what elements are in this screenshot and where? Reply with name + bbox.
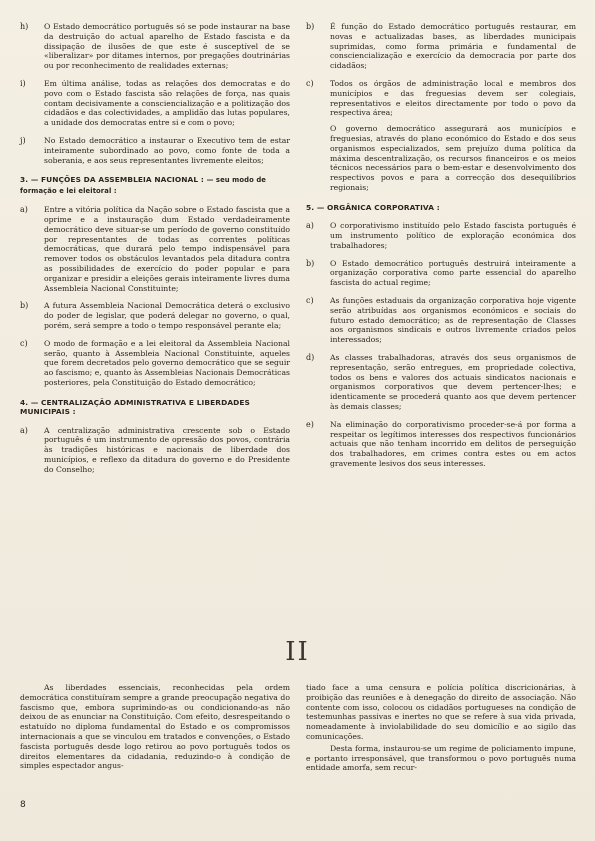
list-item [306, 221, 576, 250]
body-paragraph: tiado face a uma censura e polícia política discricionárias, à proibição das reuniões e à denegação do direito de associação. Não contente com isso, colocou os cidadãos portugueses na condição de testemunhas passivas e inertes no que se refere à sua vida privada, nomeadamente à inviolabilidade do seu domicílio e ao sigilo das comunicações. [306, 683, 576, 741]
item-label: b) [306, 258, 315, 268]
item-label: a) [306, 221, 314, 231]
item-label: a) [20, 205, 28, 215]
left-column [20, 22, 290, 483]
list-item [20, 79, 290, 128]
item-text: O corporativismo instituído pelo Estado fascista português é um instrumento político de exploração económica dos trabalhadores; [330, 221, 576, 250]
list-item [306, 420, 576, 469]
body-text-left [20, 683, 290, 773]
item-text: Entre a vitória política da Nação sobre o Estado fascista que a oprime e a instauração dum Estado verdadeiramente democrático deve situar-se um período de governo constituído por representantes de todas as correntes políticas democráticas, que durará pelo tempo indispensável para remover todos os obstáculos levantados pela ditadura contra as possibilidades de exercício do poder popular e para organizar e presidir a eleições gerais inteiramente livres duma Assembleia Nacional Constituinte; [44, 205, 290, 293]
item-text: Todos os órgãos de administração local e membros dos municípios e das freguesias devem ser colegiais, representativos e eleitos directamente por todo o povo da respectiva área; [330, 78, 576, 118]
section-heading-title: 3. — FUNÇÕES DA ASSEMBLEIA NACIONAL : [20, 175, 204, 185]
item-text: As funções estaduais da organização corporativa hoje vigente serão atribuídas aos organismos económicos e sociais do futuro estado democrático; as de representação de Classes aos organismos sindicais e outros livremente criados pelos interessados; [330, 295, 576, 345]
list-item [20, 136, 290, 165]
item-text: Na eliminação do corporativismo proceder-se-á por forma a respeitar os legítimos interesses dos respectivos funcionários actuais que não tenham incorrido em delitos de perseguição dos trabalhadores, em crimes contra estes ou em actos gravemente lesivos dos seus interesses. [330, 419, 576, 468]
section-heading: 5. — ORGÂNICA CORPORATIVA : [306, 202, 440, 212]
item-label: h) [20, 22, 29, 31]
section-heading-subtitle: — seu modo de formação e lei eleitoral : [20, 176, 267, 195]
item-text: É função do Estado democrático português restaurar, em novas e actualizadas bases, as liberdades municipais suprimidas, como forma primária e fundamental de consciencialização e exercício da democracia por parte dos cidadãos; [330, 22, 576, 71]
item-text: O modo de formação e a lei eleitoral da Assembleia Nacional serão, quanto à Assembleia Nacional Constituinte, aqueles que forem decretados pelo governo democrático que se seguir ao fascismo; e, quanto às Assembleias Nacionais Democráticas posteriores, pela Constituição do Estado democrático; [44, 338, 290, 387]
item-label: d) [306, 352, 315, 362]
list-item [20, 426, 290, 475]
item-text: Em última análise, todas as relações dos democratas e do povo com o Estado fascista são relações de força, nas quais contam decisivamente a consciencialização e a politização dos cidadãos e das colectividades, a amplidão das lutas populares, a unidade dos democratas entre si e com o povo; [44, 78, 290, 128]
body-text-right [306, 683, 576, 775]
section-heading: 4. — CENTRALIZAÇÃO ADMINISTRATIVA E LIBERDADES MUNICIPAIS : [20, 397, 250, 417]
list-item [306, 259, 576, 288]
item-label: c) [20, 338, 28, 348]
item-label: c) [306, 78, 314, 88]
right-column [306, 22, 576, 477]
body-paragraph: As liberdades essenciais, reconhecidas pela ordem democrática constituíram sempre a grande preocupação negativa do fascismo que, embora suprimindo-as ou condicionando-as não deixou de as enunciar na Constituição. Com efeito, desrespeitando o estatuído no diploma fundamental do Estado e os compromissos internacionais a que se vinculou em tratados e convenções, o Estado fascista português desde logo retirou ao povo português todos os direitos elementares da cidadania, reduzindo-o à condição de simples espectador angus- [20, 683, 290, 771]
chapter-numeral: II [285, 637, 310, 667]
section-heading [20, 175, 290, 196]
item-label: b) [20, 301, 29, 311]
body-paragraph: Desta forma, instaurou-se um regime de policiamento impune, e portanto irresponsável, que transformou o povo português numa entidade amorfa, sem recur- [306, 743, 576, 773]
item-text: No Estado democrático a instaurar o Executivo tem de estar inteiramente subordinado ao povo, como fonte de toda a soberania, e aos seus representantes livremente eleitos; [44, 135, 290, 165]
list-item [306, 22, 576, 71]
item-label: c) [306, 295, 314, 305]
list-item [306, 296, 576, 345]
list-item [20, 205, 290, 293]
item-text: O Estado democrático português só se pode instaurar na base da destruição do actual aparelho de Estado fascista e da dissipação de ilusões de que este é susceptível de se «liberalizar» por ditames internos, por pregações doutrinárias ou por reconhecimento de realidades externas; [44, 22, 290, 71]
item-text: A centralização administrativa crescente sob o Estado português é um instrumento de opressão dos povos, contrária às tradições históricas e nacionais de liberdade dos municípios, e reflexo da ditadura do governo e do Presidente do Conselho; [44, 425, 290, 474]
item-text: A futura Assembleia Nacional Democrática deterá o exclusivo do poder de legislar, que poderá delegar no governo, o qual, porém, será sempre a todo o tempo responsável perante ela; [44, 301, 290, 330]
item-text: O Estado democrático português destruirá inteiramente a organização corporativa como parte essencial do aparelho fascista do actual regime; [330, 258, 576, 288]
list-item [306, 353, 576, 412]
item-text: As classes trabalhadoras, através dos seus organismos de representação, serão entregues, em propriedade colectiva, todos os bens e valores dos actuais sindicatos nacionais e organismos corporativos que devem pertencer-lhes; e identicamente se procederá quanto aos que devem pertencer às demais classes; [330, 352, 576, 411]
item-label: j) [20, 135, 26, 145]
list-item [20, 22, 290, 71]
item-label: e) [306, 419, 314, 429]
item-continuation-paragraph: O governo democrático assegurará aos municípios e freguesias, através do plano económico do Estado e dos seus organismos especializados, sem prejuízo duma política da máxima descentralização, os recursos financeiros e os meios técnicos necessários para o bem-estar e desenvolvimento dos respectivos povos e para a correcção dos desequilíbrios regionais; [330, 124, 576, 192]
page-number: 8 [20, 800, 26, 810]
list-item [20, 339, 290, 388]
list-item [306, 79, 576, 118]
list-item [20, 301, 290, 330]
item-label: i) [20, 78, 26, 88]
item-label: b) [306, 22, 315, 31]
item-label: a) [20, 425, 28, 435]
